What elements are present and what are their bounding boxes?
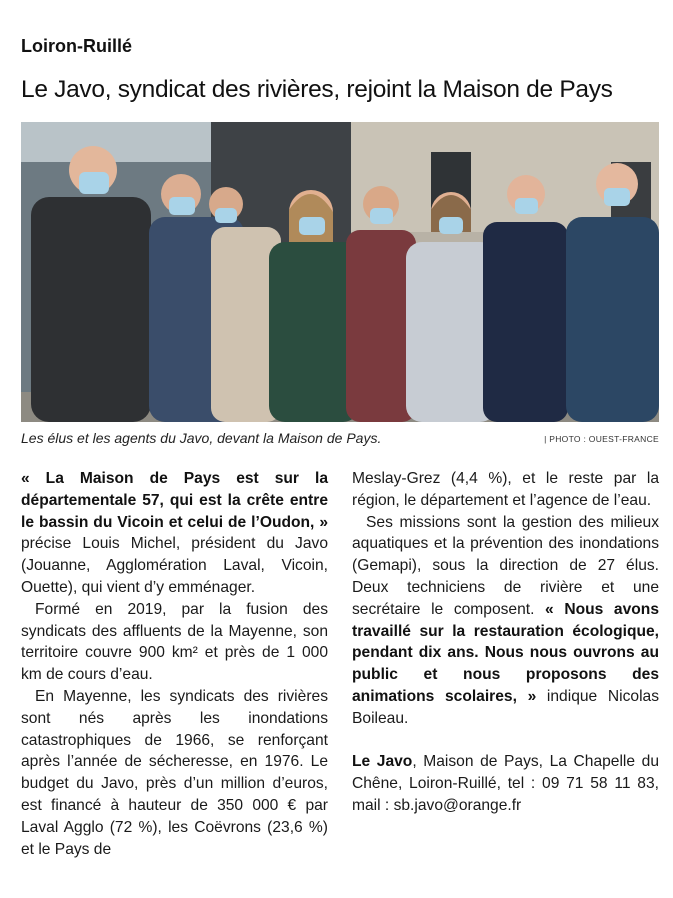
photo-caption: Les élus et les agents du Javo, devant la Maison de Pays.: [21, 430, 382, 446]
paragraph-1: [21, 468, 328, 599]
article-column-2: [352, 468, 659, 817]
contact-details: , Maison de Pays, La Chapelle du Chêne, Loiron-Ruillé, tel : 09 71 58 11 83, mail : sb.javo@orange.fr: [352, 753, 659, 814]
article-column-1: [21, 468, 328, 860]
group-photo-image: [21, 122, 659, 422]
quote-louis-michel: « La Maison de Pays est sur la départementale 57, qui est la crête entre le bassin du Vicoin et celui de l’Oudon, »: [21, 470, 328, 531]
paragraph-2: Formé en 2019, par la fusion des syndicats des affluents de la Mayenne, son territoire couvre 900 km² et près de 1 000 km de cours d’eau.: [21, 600, 328, 684]
article-location: Loiron-Ruillé: [21, 36, 132, 56]
paragraph-3: En Mayenne, les syndicats des rivières sont nés après les inondations catastrophiques de 1966, se renforçant après l’année de sécheresse, en 1976. Le budget du Javo, près d’un million d’euros, est financé à hauteur de 350 000 € par Laval Agglo (72 %), les Coëvrons (23,6 %) et le Pays de: [21, 687, 328, 858]
article-photo: [21, 122, 659, 422]
paragraph-4-text: Ses missions sont la gestion des milieux aquatiques et la prévention des inondations (Gemapi), sous la direction de 27 élus. Deux techniciens de rivière et une secrétaire le composent.: [352, 513, 659, 618]
paragraph-4: [352, 512, 659, 730]
contact-info: [352, 751, 659, 816]
paragraph-3-continued: Meslay-Grez (4,4 %), et le reste par la région, le département et l’agence de l’eau.: [352, 470, 659, 509]
contact-name: Le Javo: [352, 753, 413, 771]
article-headline: Le Javo, syndicat des rivières, rejoint la Maison de Pays: [21, 76, 613, 103]
quote-nicolas-boileau: « Nous avons travaillé sur la restauration écologique, pendant dix ans. Nous nous ouvrons au public et nous proposons des animations scolaires, »: [352, 600, 659, 705]
photo-credit: | PHOTO : OUEST-FRANCE: [544, 434, 659, 444]
paragraph-1-text: précise Louis Michel, président du Javo (Jouanne, Agglomération Laval, Vicoin, Ouette), qui vient d’y emménager.: [21, 535, 328, 596]
paragraph-4-end: indique Nicolas Boileau.: [352, 687, 659, 727]
